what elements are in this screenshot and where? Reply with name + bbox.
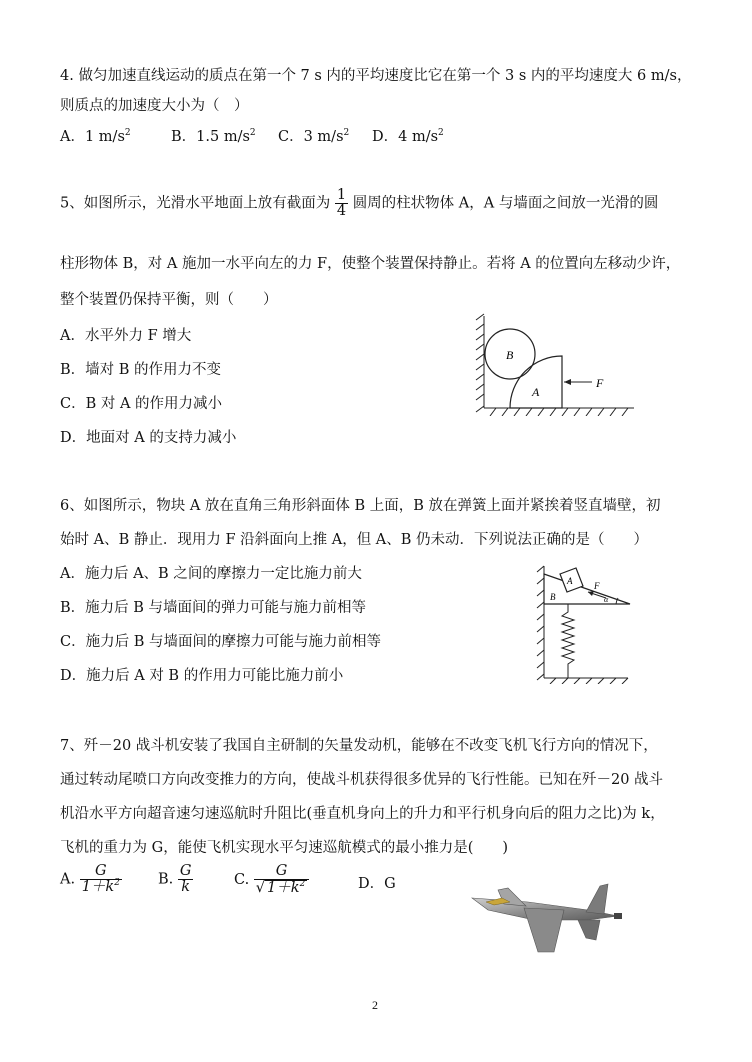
q7-option-a: A. $\frac{G}{1+k^2}$	[60, 863, 120, 896]
q4-stem-line2: 则质点的加速度大小为（ ）	[60, 98, 249, 114]
q6-option-c: C．施力后 B 与墙面间的摩擦力可能与施力前相等	[60, 634, 381, 650]
q6-figure-incline-spring	[530, 562, 642, 684]
q7-option-d: D．G	[358, 876, 396, 892]
ground-hatching	[550, 678, 628, 684]
q5-option-a: A．水平外力 F 增大	[60, 328, 192, 344]
fraction-one-quarter: $\frac{1}{4}$	[336, 187, 347, 220]
q4-option-b: B．1.5 $m/s^2$	[171, 128, 256, 145]
q5-option-b: B．墙对 B 的作用力不变	[60, 362, 222, 378]
q5-figure-cylinder-quarter-circle	[472, 312, 642, 416]
q7-stem-line2: 通过转动尾喷口方向改变推力的方向，使战斗机获得很多优异的飞行性能。已知在歼－20 战斗	[60, 772, 664, 788]
fighter-jet-image	[468, 880, 628, 960]
label-a: A	[532, 385, 540, 399]
q6-option-b: B．施力后 B 与墙面间的弹力可能与施力前相等	[60, 600, 367, 616]
jet-tail-plane	[578, 920, 600, 940]
quarter-circle-a	[510, 356, 562, 408]
q6-stem-line1: 6、如图所示，物块 A 放在直角三角形斜面体 B 上面，B 放在弹簧上面并紧挨着竖直墙壁，初	[60, 498, 661, 514]
q7-stem-line1: 7、歼－20 战斗机安装了我国自主研制的矢量发动机，能够在不改变飞机飞行方向的情况下，	[60, 738, 658, 754]
q4-option-d: D．4 $m/s^2$	[372, 128, 444, 145]
fraction-b: $\frac{G}{k}$	[179, 863, 192, 896]
q4-stem-line1: 4. 做匀加速直线运动的质点在第一个 7 s 内的平均速度比它在第一个 3 s 内的平均速度大 6 m/s，	[60, 68, 692, 84]
wall-hatching	[476, 314, 634, 416]
wall-hatching	[537, 566, 544, 680]
label-b: B	[550, 592, 556, 602]
label-a: A	[567, 576, 573, 586]
label-b: B	[506, 348, 514, 362]
q7-stem-line3: 机沿水平方向超音速匀速巡航时升阻比(垂直机身向上的升力和平行机身向后的阻力之比)为 k，	[60, 806, 665, 822]
q5-stem-line2: 柱形物体 B，对 A 施加一水平向左的力 F，使整个装置保持静止。若将 A 的位置向左移动少许，	[60, 256, 681, 272]
fraction-c: $\frac{G}{√ 1+k^2}$	[254, 864, 310, 896]
q7-option-c: C. $\frac{G}{√ 1+k^2}$	[234, 864, 309, 896]
q5-stem-line3: 整个装置仍保持平衡，则（ ）	[60, 292, 278, 308]
q5-option-c: C．B 对 A 的作用力减小	[60, 396, 223, 412]
jet-tail-fin	[586, 884, 608, 914]
q6-option-a: A．施力后 A、B 之间的摩擦力一定比施力前大	[60, 566, 362, 582]
label-f: F	[594, 581, 600, 591]
q5-stem-line1: 5、如图所示，光滑水平地面上放有截面为 $\frac{1}{4}$ 圆周的柱状物体 A，A 与墙面之间放一光滑的圆	[60, 187, 659, 220]
q7-option-b: B. $\frac{G}{k}$	[158, 863, 192, 896]
q5-option-d: D．地面对 A 的支持力减小	[60, 430, 237, 446]
label-alpha: α	[604, 595, 609, 604]
sqrt-symbol: √ $1+k^2$	[255, 879, 306, 897]
q6-stem-line2: 始时 A、B 静止．现用力 F 沿斜面向上推 A，但 A、B 仍未动．下列说法正确的是（ ）	[60, 532, 649, 548]
q6-option-d: D．施力后 A 对 B 的作用力可能比施力前小	[60, 668, 344, 684]
page-number: 2	[372, 998, 378, 1012]
label-f: F	[596, 376, 604, 390]
q4-option-c: C．3 $m/s^2$	[278, 128, 350, 145]
q4-option-a: A．1 $m/s^2$	[60, 128, 131, 145]
fraction-a: $\frac{G}{1+k^2}$	[81, 863, 120, 896]
spring	[562, 604, 574, 678]
jet-nozzle	[614, 913, 622, 919]
arrow-head	[564, 379, 571, 385]
q7-stem-line4: 飞机的重力为 G，能使飞机实现水平匀速巡航模式的最小推力是( )	[60, 840, 509, 856]
jet-wing	[524, 908, 564, 952]
